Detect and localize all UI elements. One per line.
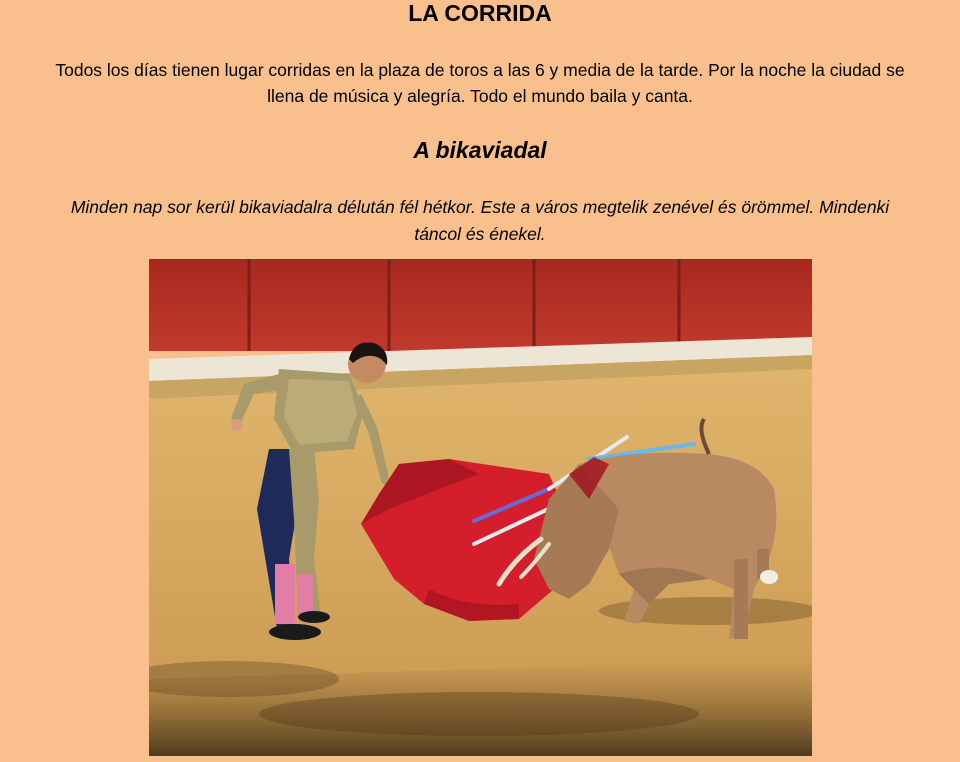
spanish-paragraph <box>0 57 960 109</box>
hungarian-paragraph <box>0 194 960 248</box>
spanish-line-2: llena de música y alegría. Todo el mundo baila y canta. <box>267 86 693 106</box>
hungarian-title: A bikaviadal <box>413 137 547 163</box>
bullfight-photo <box>149 259 812 756</box>
bullfight-illustration <box>149 259 812 756</box>
hungarian-line-2: táncol és énekel. <box>414 224 546 244</box>
page-title: LA CORRIDA <box>408 0 552 26</box>
hungarian-line-1: Minden nap sor kerül bikaviadalra délután fél hétkor. Este a város megtelik zenével és örömmel. Mindenki <box>70 197 890 217</box>
spanish-line-1: Todos los días tienen lugar corridas en la plaza de toros a las 6 y media de la tarde. Por la noche la ciudad se <box>55 60 905 80</box>
